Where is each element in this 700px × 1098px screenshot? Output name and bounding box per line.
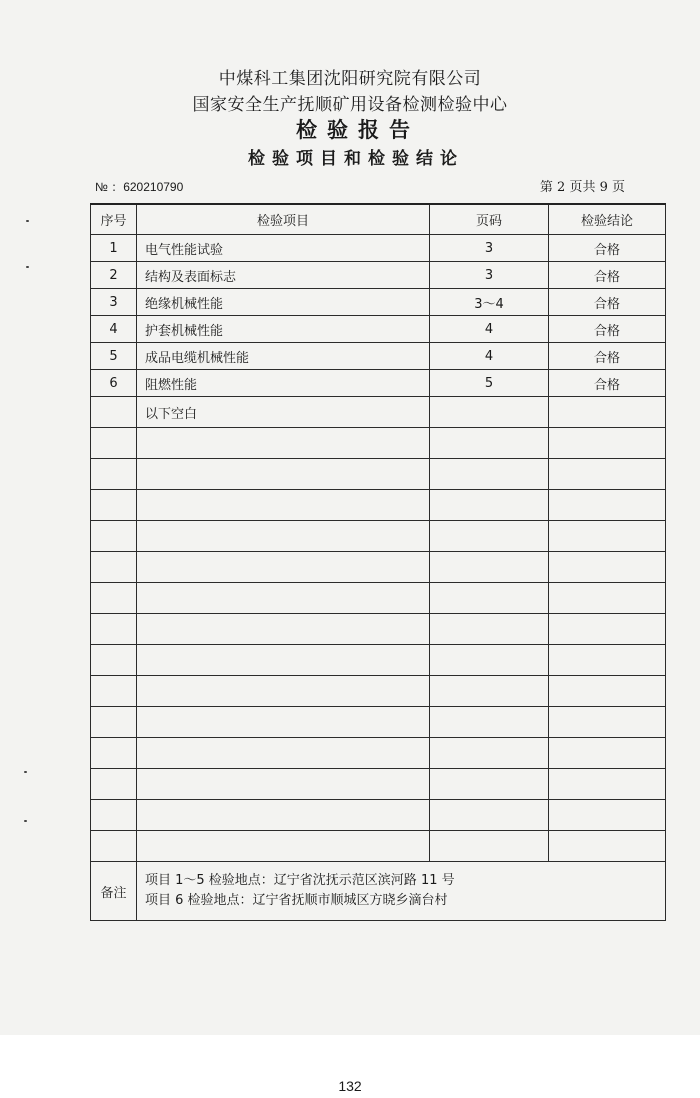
row-page: 5 xyxy=(430,370,549,397)
row-page: 3 xyxy=(430,262,549,289)
column-header-item: 检验项目 xyxy=(137,204,430,235)
table-row xyxy=(91,289,666,316)
row-item: 护套机械性能 xyxy=(137,316,430,343)
table-header-row xyxy=(91,204,666,235)
empty-row xyxy=(91,583,666,614)
row-result: 合格 xyxy=(549,289,666,316)
empty-row xyxy=(91,738,666,769)
column-header-seq: 序号 xyxy=(91,204,137,235)
table-row xyxy=(91,262,666,289)
remarks-line: 项目 6 检验地点：辽宁省抚顺市顺城区方晓乡滴台村 xyxy=(145,893,448,908)
row-seq: 1 xyxy=(91,235,137,262)
row-item: 成品电缆机械性能 xyxy=(137,343,430,370)
empty-row xyxy=(91,645,666,676)
table-row xyxy=(91,316,666,343)
row-result: 合格 xyxy=(549,316,666,343)
table-row xyxy=(91,343,666,370)
empty-row xyxy=(91,490,666,521)
empty-row xyxy=(91,614,666,645)
row-item: 绝缘机械性能 xyxy=(137,289,430,316)
row-page: 3 xyxy=(430,235,549,262)
blank-note-row xyxy=(91,397,666,428)
scan-speck xyxy=(26,220,29,222)
empty-row xyxy=(91,459,666,490)
blank-note: 以下空白 xyxy=(137,397,430,428)
table-row xyxy=(91,235,666,262)
row-page: 4 xyxy=(430,343,549,370)
empty-row xyxy=(91,676,666,707)
empty-row xyxy=(91,769,666,800)
organization-name: 中煤科工集团沈阳研究院有限公司 xyxy=(218,69,482,89)
column-header-result: 检验结论 xyxy=(549,204,666,235)
empty-row xyxy=(91,707,666,738)
empty-row xyxy=(91,800,666,831)
scan-speck xyxy=(24,820,27,822)
empty-row xyxy=(91,831,666,862)
row-item: 阻燃性能 xyxy=(137,370,430,397)
row-result: 合格 xyxy=(549,235,666,262)
document-title: 检验报告 xyxy=(296,117,420,142)
empty-row xyxy=(91,521,666,552)
scan-speck xyxy=(26,266,29,268)
inspection-table xyxy=(90,203,665,937)
row-result: 合格 xyxy=(549,343,666,370)
row-seq: 6 xyxy=(91,370,137,397)
column-header-page: 页码 xyxy=(430,204,549,235)
page-indicator: 第 2 页共 9 页 xyxy=(539,180,625,195)
empty-row xyxy=(91,428,666,459)
scan-speck xyxy=(24,771,27,773)
row-page: 4 xyxy=(430,316,549,343)
row-seq: 3 xyxy=(91,289,137,316)
document-subtitle: 检验项目和检验结论 xyxy=(248,149,464,169)
row-item: 电气性能试验 xyxy=(137,235,430,262)
row-result: 合格 xyxy=(549,262,666,289)
page-number: 132 xyxy=(338,1078,362,1094)
center-name: 国家安全生产抚顺矿用设备检测检验中心 xyxy=(192,95,508,115)
remarks-line: 项目 1～5 检验地点：辽宁省沈抚示范区滨河路 11 号 xyxy=(145,873,455,888)
table-row xyxy=(91,370,666,397)
row-item: 结构及表面标志 xyxy=(137,262,430,289)
remarks-label: 备注 xyxy=(91,862,137,921)
row-page: 3～4 xyxy=(430,289,549,316)
empty-row xyxy=(91,552,666,583)
report-number: № ：620210790 xyxy=(95,180,184,194)
remarks-row xyxy=(91,862,666,921)
remarks-content xyxy=(137,862,666,921)
row-seq: 2 xyxy=(91,262,137,289)
row-seq: 4 xyxy=(91,316,137,343)
row-seq: 5 xyxy=(91,343,137,370)
row-result: 合格 xyxy=(549,370,666,397)
